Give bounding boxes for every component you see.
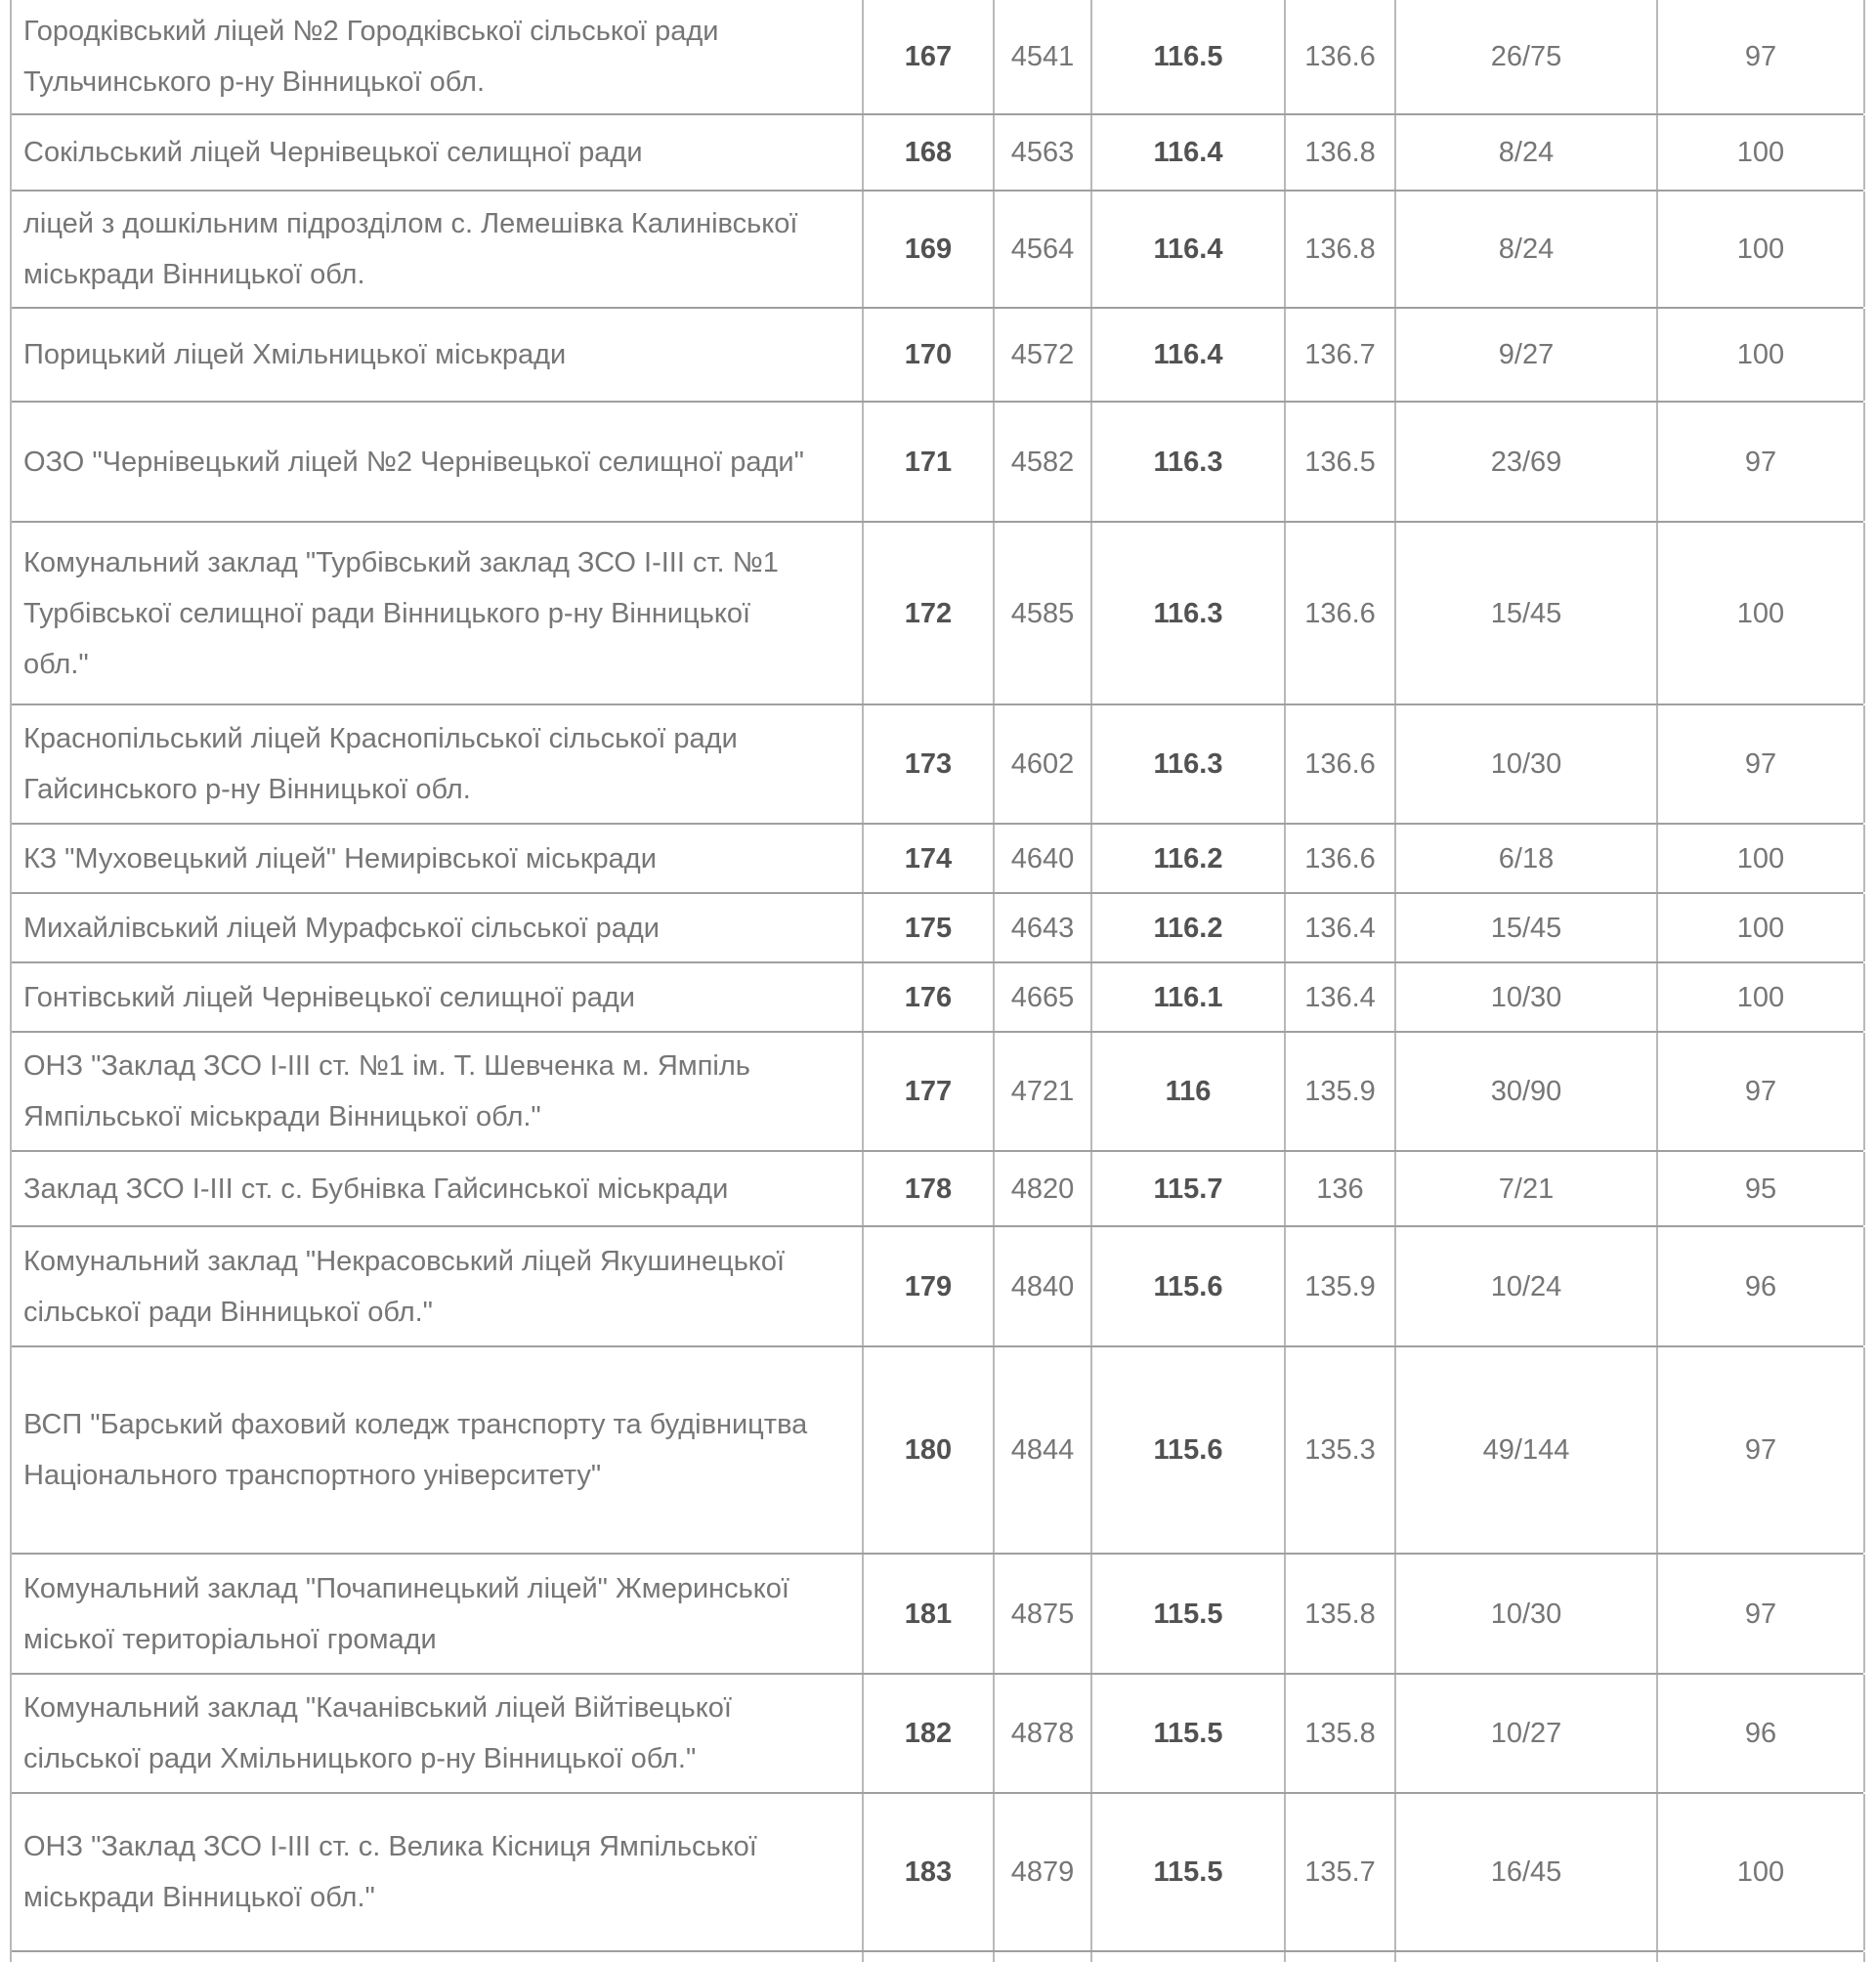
region-rank: 178 xyxy=(904,1173,953,1205)
avg-score: 116.4 xyxy=(1153,339,1223,370)
school-name: ОНЗ "Заклад ЗСО І-ІІІ ст. с. Велика Кісниця Ямпільської міськради Вінницької обл." xyxy=(23,1831,757,1913)
region-rank-cell xyxy=(864,705,995,823)
avg-score-cell xyxy=(1092,1555,1286,1673)
overall-rank: 4582 xyxy=(1010,446,1075,478)
region-rank: 169 xyxy=(904,234,953,265)
region-rank-cell xyxy=(864,1555,995,1673)
school-ranking-table xyxy=(10,0,1863,1962)
school-name: Городківський ліцей №2 Городківської сільської ради Тульчинського р-ну Вінницької обл. xyxy=(23,16,719,98)
school-name: Михайлівський ліцей Мурафської сільської ради xyxy=(23,912,660,944)
participants-ratio-cell xyxy=(1396,1152,1658,1225)
alt-score-cell xyxy=(1286,1033,1396,1150)
avg-score-cell xyxy=(1092,1227,1286,1345)
region-rank: 172 xyxy=(904,597,953,629)
alt-score-cell xyxy=(1286,192,1396,307)
percent-cell xyxy=(1658,0,1865,113)
participants-ratio: 9/27 xyxy=(1498,339,1555,370)
participants-ratio: 26/75 xyxy=(1490,41,1562,72)
partial-cell xyxy=(1658,1952,1865,1962)
table-row xyxy=(12,0,1863,115)
avg-score: 116.3 xyxy=(1153,597,1223,629)
overall-rank-cell xyxy=(995,192,1092,307)
participants-ratio-cell xyxy=(1396,309,1658,401)
region-rank-cell xyxy=(864,1347,995,1553)
partial-cell xyxy=(995,1952,1092,1962)
table-row xyxy=(12,403,1863,523)
participants-ratio-cell xyxy=(1396,1347,1658,1553)
overall-rank: 4665 xyxy=(1010,981,1075,1013)
partial-cell xyxy=(1396,1952,1658,1962)
region-rank: 170 xyxy=(904,339,953,370)
alt-score: 136 xyxy=(1316,1173,1364,1205)
table-row xyxy=(12,523,1863,705)
percent-cell xyxy=(1658,1227,1865,1345)
participants-ratio: 10/30 xyxy=(1490,748,1562,780)
alt-score: 135.8 xyxy=(1304,1718,1376,1749)
alt-score: 136.6 xyxy=(1304,41,1376,72)
avg-score: 116.4 xyxy=(1153,137,1223,168)
alt-score: 136.6 xyxy=(1304,842,1376,874)
participants-ratio-cell xyxy=(1396,1033,1658,1150)
table-row xyxy=(12,1555,1863,1675)
participants-ratio: 15/45 xyxy=(1490,597,1562,629)
percent-cell xyxy=(1658,1675,1865,1792)
region-rank-cell xyxy=(864,115,995,190)
percent-value: 96 xyxy=(1744,1270,1777,1302)
avg-score-cell xyxy=(1092,1033,1286,1150)
participants-ratio-cell xyxy=(1396,1555,1658,1673)
overall-rank-cell xyxy=(995,1555,1092,1673)
percent-cell xyxy=(1658,825,1865,892)
percent-value: 97 xyxy=(1744,748,1777,780)
school-name-cell xyxy=(12,825,864,892)
region-rank: 167 xyxy=(904,41,953,72)
region-rank: 182 xyxy=(904,1718,953,1749)
alt-score: 136.8 xyxy=(1304,137,1376,168)
school-name: Сокільський ліцей Чернівецької селищної ради xyxy=(23,137,643,168)
alt-score-cell xyxy=(1286,115,1396,190)
avg-score: 116 xyxy=(1165,1076,1212,1107)
participants-ratio: 8/24 xyxy=(1498,234,1555,265)
overall-rank-cell xyxy=(995,1794,1092,1950)
avg-score: 116.1 xyxy=(1153,981,1223,1013)
overall-rank-cell xyxy=(995,403,1092,521)
school-name-cell xyxy=(12,963,864,1031)
table-row xyxy=(12,309,1863,403)
percent-cell xyxy=(1658,309,1865,401)
avg-score-cell xyxy=(1092,0,1286,113)
overall-rank-cell xyxy=(995,1227,1092,1345)
table-row xyxy=(12,192,1863,309)
percent-cell xyxy=(1658,963,1865,1031)
avg-score: 115.5 xyxy=(1153,1718,1223,1749)
overall-rank-cell xyxy=(995,309,1092,401)
avg-score-cell xyxy=(1092,115,1286,190)
avg-score-cell xyxy=(1092,192,1286,307)
school-name-cell xyxy=(12,403,864,521)
overall-rank-cell xyxy=(995,894,1092,961)
overall-rank: 4541 xyxy=(1010,41,1075,72)
partial-cell xyxy=(1092,1952,1286,1962)
participants-ratio-cell xyxy=(1396,0,1658,113)
percent-cell xyxy=(1658,1152,1865,1225)
percent-value: 97 xyxy=(1744,1076,1777,1107)
alt-score: 135.3 xyxy=(1304,1434,1376,1466)
avg-score-cell xyxy=(1092,403,1286,521)
overall-rank: 4602 xyxy=(1010,748,1075,780)
overall-rank-cell xyxy=(995,705,1092,823)
alt-score: 136.4 xyxy=(1304,981,1376,1013)
overall-rank-cell xyxy=(995,0,1092,113)
school-name: ОНЗ "Заклад ЗСО І-ІІІ ст. №1 ім. Т. Шевченка м. Ямпіль Ямпільської міськради Вінницької обл." xyxy=(23,1050,750,1132)
overall-rank-cell xyxy=(995,523,1092,704)
alt-score-cell xyxy=(1286,403,1396,521)
school-name-cell xyxy=(12,523,864,704)
alt-score: 136.8 xyxy=(1304,234,1376,265)
school-name: Комунальний заклад "Турбівський заклад ЗСО І-ІІІ ст. №1 Турбівської селищної ради Вінницького р-ну Вінницької обл." xyxy=(23,546,779,680)
school-name: ОЗО "Чернівецький ліцей №2 Чернівецької селищної ради" xyxy=(23,446,804,478)
avg-score: 115.7 xyxy=(1153,1173,1223,1205)
region-rank-cell xyxy=(864,1152,995,1225)
avg-score-cell xyxy=(1092,825,1286,892)
participants-ratio-cell xyxy=(1396,705,1658,823)
percent-value: 100 xyxy=(1736,137,1785,168)
overall-rank: 4879 xyxy=(1010,1856,1075,1888)
overall-rank: 4640 xyxy=(1010,842,1075,874)
region-rank: 179 xyxy=(904,1270,953,1302)
overall-rank-cell xyxy=(995,1347,1092,1553)
region-rank-cell xyxy=(864,309,995,401)
participants-ratio: 10/30 xyxy=(1490,1598,1562,1630)
avg-score-cell xyxy=(1092,309,1286,401)
region-rank-cell xyxy=(864,403,995,521)
participants-ratio-cell xyxy=(1396,1794,1658,1950)
region-rank: 183 xyxy=(904,1856,953,1888)
alt-score: 135.9 xyxy=(1304,1076,1376,1107)
participants-ratio-cell xyxy=(1396,963,1658,1031)
alt-score: 136.4 xyxy=(1304,912,1376,944)
percent-value: 97 xyxy=(1744,1598,1777,1630)
overall-rank: 4564 xyxy=(1010,234,1075,265)
alt-score: 135.7 xyxy=(1304,1856,1376,1888)
table-row xyxy=(12,894,1863,963)
partial-cell xyxy=(1286,1952,1396,1962)
region-rank-cell xyxy=(864,1794,995,1950)
participants-ratio: 16/45 xyxy=(1490,1856,1562,1888)
participants-ratio-cell xyxy=(1396,115,1658,190)
participants-ratio: 30/90 xyxy=(1490,1076,1562,1107)
participants-ratio: 6/18 xyxy=(1498,842,1555,874)
avg-score-cell xyxy=(1092,894,1286,961)
overall-rank-cell xyxy=(995,1033,1092,1150)
region-rank-cell xyxy=(864,192,995,307)
percent-value: 100 xyxy=(1736,234,1785,265)
avg-score: 116.2 xyxy=(1153,912,1223,944)
overall-rank-cell xyxy=(995,825,1092,892)
table-row xyxy=(12,825,1863,894)
avg-score-cell xyxy=(1092,523,1286,704)
participants-ratio: 15/45 xyxy=(1490,912,1562,944)
avg-score-cell xyxy=(1092,963,1286,1031)
overall-rank-cell xyxy=(995,115,1092,190)
table-row xyxy=(12,115,1863,192)
table-row xyxy=(12,1794,1863,1952)
table-row xyxy=(12,1152,1863,1227)
percent-value: 95 xyxy=(1744,1173,1777,1205)
region-rank: 175 xyxy=(904,912,953,944)
participants-ratio: 10/27 xyxy=(1490,1718,1562,1749)
participants-ratio-cell xyxy=(1396,1227,1658,1345)
school-name: Краснопільський ліцей Краснопільської сільської ради Гайсинського р-ну Вінницької обл. xyxy=(23,723,738,805)
alt-score: 135.9 xyxy=(1304,1270,1376,1302)
avg-score-cell xyxy=(1092,1347,1286,1553)
alt-score-cell xyxy=(1286,1675,1396,1792)
participants-ratio-cell xyxy=(1396,894,1658,961)
table-row xyxy=(12,1347,1863,1555)
region-rank-cell xyxy=(864,825,995,892)
participants-ratio-cell xyxy=(1396,192,1658,307)
overall-rank-cell xyxy=(995,1152,1092,1225)
school-name-cell xyxy=(12,894,864,961)
overall-rank: 4878 xyxy=(1010,1718,1075,1749)
region-rank: 171 xyxy=(904,446,953,478)
overall-rank: 4572 xyxy=(1010,339,1075,370)
avg-score: 115.5 xyxy=(1153,1856,1223,1888)
school-name-cell xyxy=(12,309,864,401)
alt-score: 136.7 xyxy=(1304,339,1376,370)
region-rank-cell xyxy=(864,523,995,704)
school-name-cell xyxy=(12,1675,864,1792)
alt-score-cell xyxy=(1286,963,1396,1031)
region-rank-cell xyxy=(864,1675,995,1792)
participants-ratio: 10/24 xyxy=(1490,1270,1562,1302)
participants-ratio: 7/21 xyxy=(1498,1173,1555,1205)
region-rank-cell xyxy=(864,1033,995,1150)
table-row xyxy=(12,1227,1863,1347)
percent-value: 97 xyxy=(1744,446,1777,478)
overall-rank-cell xyxy=(995,1675,1092,1792)
percent-value: 100 xyxy=(1736,981,1785,1013)
school-name-cell xyxy=(12,115,864,190)
percent-cell xyxy=(1658,894,1865,961)
school-name: ВСП "Барський фаховий коледж транспорту та будівництва Національного транспортного університету" xyxy=(23,1409,808,1491)
avg-score: 115.6 xyxy=(1153,1434,1223,1466)
percent-value: 100 xyxy=(1736,842,1785,874)
participants-ratio: 8/24 xyxy=(1498,137,1555,168)
school-name-cell xyxy=(12,192,864,307)
school-name-cell xyxy=(12,1555,864,1673)
avg-score-cell xyxy=(1092,1152,1286,1225)
school-name-cell xyxy=(12,1347,864,1553)
percent-value: 100 xyxy=(1736,912,1785,944)
overall-rank: 4563 xyxy=(1010,137,1075,168)
region-rank: 181 xyxy=(904,1598,953,1630)
percent-cell xyxy=(1658,1033,1865,1150)
avg-score: 116.3 xyxy=(1153,748,1223,780)
participants-ratio: 23/69 xyxy=(1490,446,1562,478)
region-rank: 174 xyxy=(904,842,953,874)
partial-next-row xyxy=(12,1952,1863,1962)
school-name-cell xyxy=(12,1794,864,1950)
school-name-cell xyxy=(12,1033,864,1150)
percent-value: 96 xyxy=(1744,1718,1777,1749)
participants-ratio: 10/30 xyxy=(1490,981,1562,1013)
avg-score-cell xyxy=(1092,1675,1286,1792)
alt-score-cell xyxy=(1286,894,1396,961)
table-row xyxy=(12,705,1863,825)
alt-score-cell xyxy=(1286,1794,1396,1950)
avg-score-cell xyxy=(1092,705,1286,823)
overall-rank: 4875 xyxy=(1010,1598,1075,1630)
percent-cell xyxy=(1658,1555,1865,1673)
table-row xyxy=(12,1675,1863,1794)
avg-score: 115.6 xyxy=(1153,1270,1223,1302)
percent-value: 100 xyxy=(1736,339,1785,370)
school-name: Гонтівський ліцей Чернівецької селищної ради xyxy=(23,981,636,1013)
region-rank-cell xyxy=(864,963,995,1031)
alt-score-cell xyxy=(1286,1227,1396,1345)
school-name-cell xyxy=(12,1152,864,1225)
region-rank: 177 xyxy=(904,1076,953,1107)
region-rank-cell xyxy=(864,1227,995,1345)
avg-score-cell xyxy=(1092,1794,1286,1950)
school-name-cell xyxy=(12,705,864,823)
school-name: Комунальний заклад "Качанівський ліцей Війтівецької сільської ради Хмільницького р-ну Вінницької обл." xyxy=(23,1692,732,1774)
school-name: Заклад ЗСО І-ІІІ ст. с. Бубнівка Гайсинської міськради xyxy=(23,1173,729,1205)
school-name: Порицький ліцей Хмільницької міськради xyxy=(23,339,567,370)
percent-cell xyxy=(1658,403,1865,521)
overall-rank-cell xyxy=(995,963,1092,1031)
region-rank: 176 xyxy=(904,981,953,1013)
overall-rank: 4721 xyxy=(1010,1076,1075,1107)
alt-score-cell xyxy=(1286,0,1396,113)
region-rank: 173 xyxy=(904,748,953,780)
alt-score: 136.6 xyxy=(1304,748,1376,780)
alt-score: 136.6 xyxy=(1304,597,1376,629)
region-rank: 168 xyxy=(904,137,953,168)
school-name-cell xyxy=(12,0,864,113)
region-rank-cell xyxy=(864,894,995,961)
region-rank: 180 xyxy=(904,1434,953,1466)
percent-cell xyxy=(1658,705,1865,823)
avg-score: 116.2 xyxy=(1153,842,1223,874)
percent-cell xyxy=(1658,1794,1865,1950)
overall-rank: 4840 xyxy=(1010,1270,1075,1302)
avg-score: 116.4 xyxy=(1153,234,1223,265)
avg-score: 116.5 xyxy=(1153,41,1223,72)
participants-ratio-cell xyxy=(1396,1675,1658,1792)
percent-cell xyxy=(1658,115,1865,190)
school-name: Комунальний заклад "Некрасовський ліцей Якушинецької сільської ради Вінницької обл." xyxy=(23,1245,786,1328)
school-name-cell xyxy=(12,1227,864,1345)
overall-rank: 4585 xyxy=(1010,597,1075,629)
school-name: КЗ "Муховецький ліцей" Немирівської міськради xyxy=(23,842,657,874)
percent-cell xyxy=(1658,523,1865,704)
percent-value: 100 xyxy=(1736,597,1785,629)
overall-rank: 4844 xyxy=(1010,1434,1075,1466)
alt-score: 136.5 xyxy=(1304,446,1376,478)
table-row xyxy=(12,963,1863,1033)
partial-cell xyxy=(12,1952,864,1962)
alt-score-cell xyxy=(1286,825,1396,892)
alt-score-cell xyxy=(1286,309,1396,401)
alt-score: 135.8 xyxy=(1304,1598,1376,1630)
participants-ratio: 49/144 xyxy=(1482,1434,1570,1466)
percent-value: 97 xyxy=(1744,41,1777,72)
alt-score-cell xyxy=(1286,1555,1396,1673)
participants-ratio-cell xyxy=(1396,403,1658,521)
partial-cell xyxy=(864,1952,995,1962)
region-rank-cell xyxy=(864,0,995,113)
participants-ratio-cell xyxy=(1396,523,1658,704)
percent-cell xyxy=(1658,1347,1865,1553)
school-name: Комунальний заклад "Почапинецький ліцей" Жмеринської міської територіальної громади xyxy=(23,1572,789,1655)
alt-score-cell xyxy=(1286,1152,1396,1225)
percent-value: 100 xyxy=(1736,1856,1785,1888)
avg-score: 116.3 xyxy=(1153,446,1223,478)
percent-cell xyxy=(1658,192,1865,307)
table-row xyxy=(12,1033,1863,1152)
overall-rank: 4820 xyxy=(1010,1173,1075,1205)
overall-rank: 4643 xyxy=(1010,912,1075,944)
avg-score: 115.5 xyxy=(1153,1598,1223,1630)
alt-score-cell xyxy=(1286,523,1396,704)
participants-ratio-cell xyxy=(1396,825,1658,892)
alt-score-cell xyxy=(1286,705,1396,823)
percent-value: 97 xyxy=(1744,1434,1777,1466)
alt-score-cell xyxy=(1286,1347,1396,1553)
school-name: ліцей з дошкільним підрозділом с. Лемешівка Калинівської міськради Вінницької обл. xyxy=(23,208,798,290)
